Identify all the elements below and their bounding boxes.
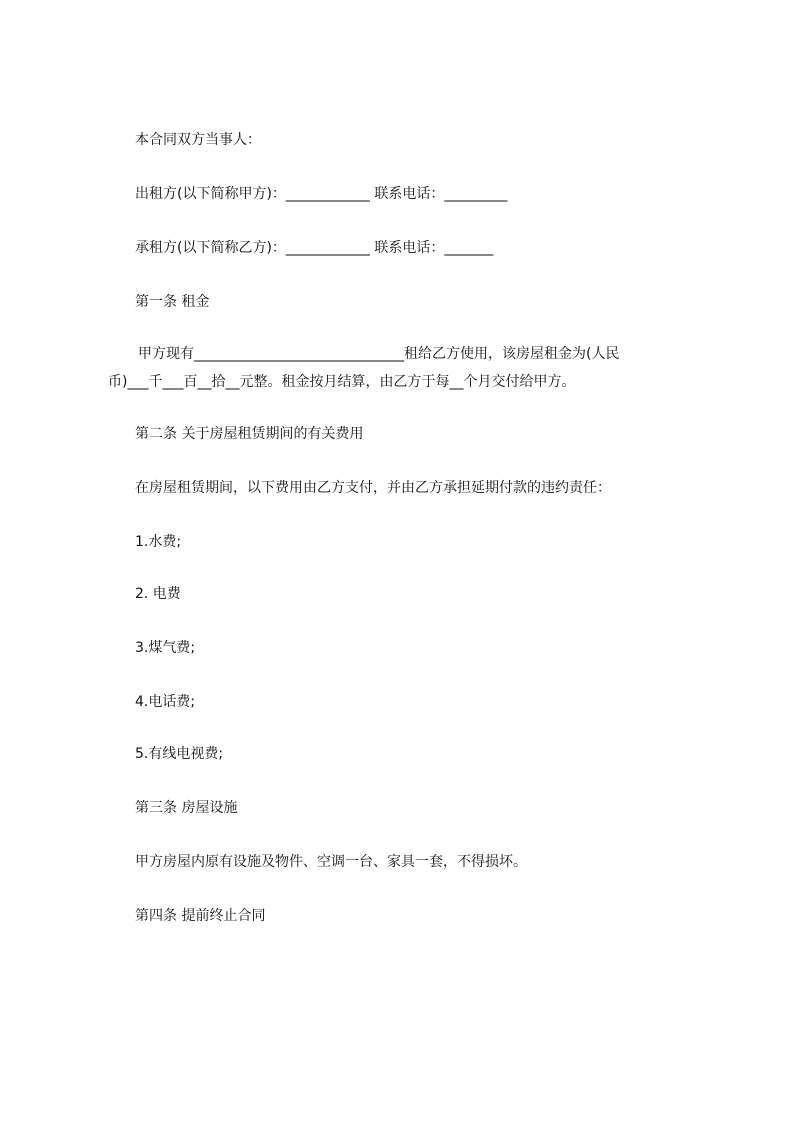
article1-text-line1: 甲方现有______________________________租给乙方使用，该房屋租金为(人民 <box>138 346 620 362</box>
lessee-line: 承租方(以下简称乙方)：____________ 联系电话：_______ <box>135 240 494 256</box>
article4-title: 第四条 提前终止合同 <box>135 908 266 924</box>
fee-item-gas: 3.煤气费; <box>135 640 196 656</box>
article2-intro: 在房屋租赁期间，以下费用由乙方支付，并由乙方承担延期付款的违约责任： <box>135 480 611 496</box>
article1-text-line2: 币)___千___百__拾__元整。租金按月结算，由乙方于每__个月交付给甲方。 <box>108 374 576 390</box>
article3-title: 第三条 房屋设施 <box>135 800 238 816</box>
article2-title: 第二条 关于房屋租赁期间的有关费用 <box>135 426 364 442</box>
fee-item-cable-tv: 5.有线电视费; <box>135 746 224 762</box>
fee-item-water: 1.水费; <box>135 534 182 550</box>
article3-text: 甲方房屋内原有设施及物件、空调一台、家具一套，不得损坏。 <box>135 854 527 870</box>
fee-item-phone: 4.电话费; <box>135 694 196 710</box>
parties-heading: 本合同双方当事人： <box>135 132 261 148</box>
fee-item-electricity: 2. 电费 <box>135 586 181 602</box>
article1-title: 第一条 租金 <box>135 294 210 310</box>
lessor-line: 出租方(以下简称甲方)：____________ 联系电话：_________ <box>135 186 508 202</box>
